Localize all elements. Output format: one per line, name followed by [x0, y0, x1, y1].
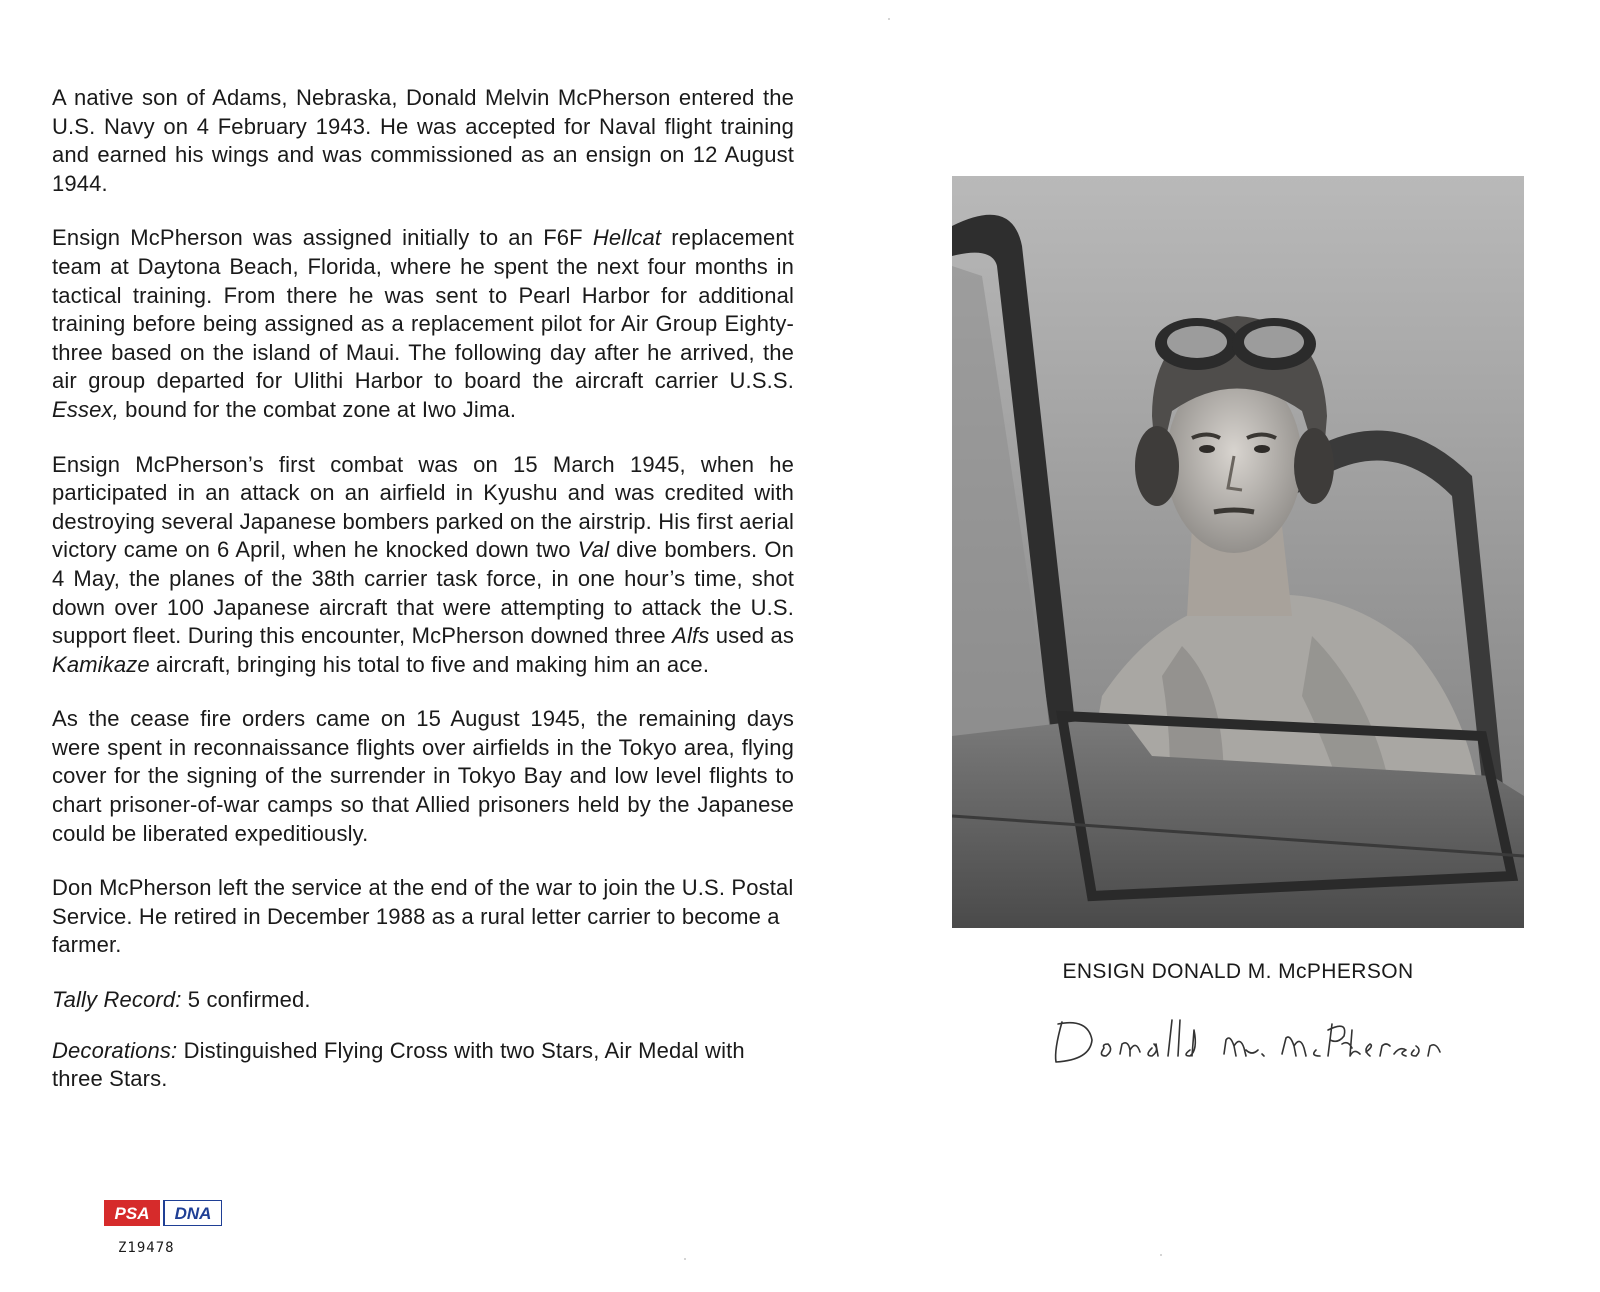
decorations-label: Decorations:	[52, 1037, 178, 1063]
pilot-photo	[952, 176, 1524, 928]
certificate-number: Z19478	[118, 1240, 175, 1256]
text-run: Ensign McPherson was assigned initially to an F6F	[52, 225, 593, 251]
italic-term: Essex,	[52, 396, 119, 422]
text-run: A native son of Adams, Nebraska, Donald Melvin McPherson entered the U.S. Navy on 4 February 1943. He was accepted for Naval flight training and earned his wings and was commissioned as an ensign on 12 August 1944.	[52, 85, 794, 196]
autograph-signature	[1048, 1010, 1448, 1074]
text-run: used as	[709, 623, 794, 649]
biography-text	[52, 84, 794, 1116]
text-run: bound for the combat zone at Iwo Jima.	[118, 396, 517, 422]
text-run: Ensign McPherson’s first combat was on 15 March 1945, when he participated in an attack on an airfield in Kyushu and was credited with destroying several Japanese bombers parked on the airstrip. His first aerial victory came on 6 April, when he knocked down two	[52, 451, 794, 563]
text-run: replacement team at Daytona Beach, Florida, where he spent the next four months in tactical training. From there he was sent to Pearl Harbor for additional training before being assigned as a replacement pilot for Air Group Eighty-three based on the island of Maui. The following day after he arrived, the air group departed for Ulithi Harbor to board the aircraft carrier U.S.S.	[52, 225, 794, 394]
tally-record-label: Tally Record:	[52, 987, 182, 1013]
svg-text:PSA: PSA	[114, 1204, 150, 1223]
decorations	[52, 1037, 794, 1094]
photo-caption: ENSIGN DONALD M. McPHERSON	[1062, 960, 1414, 983]
text-run: Don McPherson left the service at the end of the war to join the U.S. Postal Service. He retired in December 1988 as a rural letter carrier to become a farmer.	[52, 875, 794, 958]
paper-speck	[888, 18, 890, 20]
italic-term: Val	[577, 537, 610, 563]
decorations-value: Distinguished Flying Cross with two Stars, Air Medal with three Stars.	[52, 1037, 745, 1092]
text-run: As the cease fire orders came on 15 August 1945, the remaining days were spent in reconnaissance flights over airfields in the Tokyo area, flying cover for the signing of the surrender in Tokyo Bay and low level flights to chart prisoner-of-war camps so that Allied prisoners held by the Japanese could be liberated expeditiously.	[52, 706, 794, 846]
biography-paragraph	[52, 84, 794, 198]
biography-paragraph	[52, 874, 794, 960]
psa-dna-logo-mark	[104, 1200, 222, 1226]
biography-paragraph	[52, 451, 794, 680]
signature-drawing	[1048, 1010, 1448, 1074]
italic-term: Kamikaze	[52, 651, 150, 677]
svg-text:DNA: DNA	[174, 1204, 212, 1223]
psa-dna-logo	[104, 1200, 222, 1226]
italic-term: Alfs	[672, 623, 710, 649]
italic-term: Hellcat	[592, 225, 662, 251]
biography-paragraph	[52, 224, 794, 424]
biography-paragraph	[52, 705, 794, 848]
text-run: aircraft, bringing his total to five and making him an ace.	[149, 651, 710, 677]
text-run: dive bombers. On 4 May, the planes of the 38th carrier task force, in one hour’s time, shot down over 100 Japanese aircraft that were attempting to attack the U.S. support fleet. During this encounter, McPherson downed three	[52, 537, 794, 649]
pilot-in-cockpit-image	[952, 176, 1524, 928]
tally-record	[52, 986, 794, 1015]
biography-paragraphs	[52, 84, 794, 960]
paper-speck	[684, 1258, 686, 1260]
tally-record-value: 5 confirmed.	[187, 987, 311, 1013]
paper-speck	[1160, 1254, 1162, 1256]
